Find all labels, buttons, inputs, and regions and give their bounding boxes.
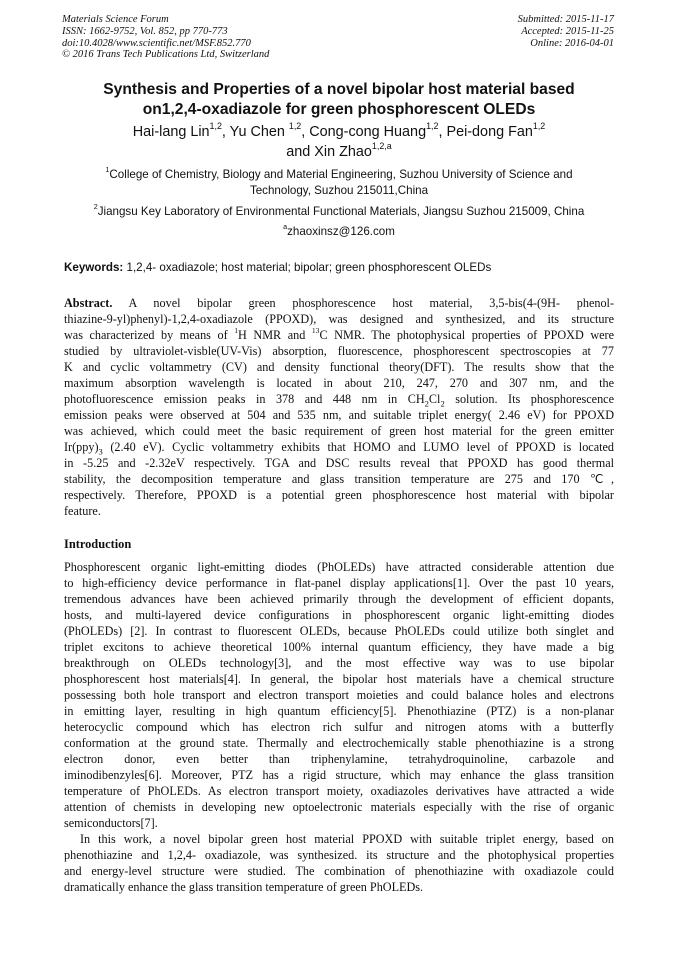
keywords-label: Keywords: xyxy=(64,261,124,274)
abstract-text: Cl xyxy=(428,392,441,406)
abstract-line xyxy=(64,439,614,455)
intro-line: dramatically enhance the glass transition temperature of green PhOLEDs. xyxy=(64,880,424,894)
accepted-date: Accepted: 2015-11-25 xyxy=(521,25,614,37)
intro-line: tremendous advances have been achieved primarily through the development of efficient dopants, xyxy=(64,592,614,606)
abstract-text: H NMR and xyxy=(238,328,312,342)
abstract-text: solution. Its phosphorescence xyxy=(444,392,614,406)
author-name: , Yu Chen xyxy=(221,124,289,140)
affiliation-mark: 1 xyxy=(105,165,110,175)
abstract-line xyxy=(64,295,614,311)
author-affiliation-mark: 1,2 xyxy=(426,120,439,131)
intro-line: electron donor, even better than triphenylamine, tetrahydroquinoline, carbazole and xyxy=(64,752,614,766)
author-affiliation-mark: 1,2 xyxy=(209,120,222,131)
intro-line: and energy-level structure were studied. The combination of phenothiazine with oxadiazole could xyxy=(64,864,614,878)
author-affiliation-mark: 1,2 xyxy=(532,120,546,131)
abstract-line: K and cyclic voltammetry (CV) and density functional theory(DFT). The results show that the xyxy=(64,360,614,374)
formula-subscript: 3 xyxy=(98,446,103,455)
abstract-line: maximum absorption wavelength is located in about 210, 247, 270 and 307 nm, and the xyxy=(64,376,614,390)
affiliation-1-line-1 xyxy=(40,167,638,183)
intro-line: in emitting layer, resulting in high quantum efficiency[5]. Phenothiazine (PTZ) is a non-planar xyxy=(64,704,614,718)
intro-line: triplet excitons to achieve theoretical 100% internal quantum efficiency, they have made a big xyxy=(64,640,614,654)
author-name: and Xin Zhao xyxy=(286,144,372,160)
abstract-line xyxy=(64,391,614,407)
formula-subscript: 2 xyxy=(440,398,445,407)
abstract-text: C NMR. The photophysical properties of PPOXD were xyxy=(319,328,614,342)
affiliation-1-line-2: Technology, Suzhou 215011,China xyxy=(249,184,429,197)
submitted-date: Submitted: 2015-11-17 xyxy=(517,14,614,25)
authors-line-1 xyxy=(40,122,638,142)
isotope-mark: 1 xyxy=(234,327,239,335)
intro-line: phenothiazine and 1,2,4- oxadiazole, was synthesized. its structure and the photophysical properties xyxy=(64,848,614,862)
intro-line: heterocyclic compound which has electron rich sulfur and nitrogen atoms with a butterfly xyxy=(64,720,614,734)
affiliation-mark: 2 xyxy=(93,202,98,212)
paper-title xyxy=(40,80,638,120)
intro-line: attention of chemists in developing new optoelectronic materials especially with the rise of organic xyxy=(64,800,614,814)
author-name: , Pei-dong Fan xyxy=(438,124,533,140)
affiliation-1 xyxy=(40,167,638,199)
issn-line: ISSN: 1662-9752, Vol. 852, pp 770-773 xyxy=(62,25,228,37)
abstract-line: respectively. Therefore, PPOXD is a potential green phosphorescence host material with bipolar xyxy=(64,488,614,502)
abstract-label: Abstract. xyxy=(64,296,113,310)
abstract-text: Ir(ppy) xyxy=(64,440,99,454)
intro-line: In this work, a novel bipolar green host material PPOXD with suitable triplet energy, based on xyxy=(80,832,614,846)
author-list xyxy=(40,122,638,162)
title-line-1: Synthesis and Properties of a novel bipolar host material based xyxy=(103,81,575,98)
author-affiliation-mark: 1,2,a xyxy=(371,140,392,151)
email-mark: a xyxy=(283,222,288,232)
email-line xyxy=(40,224,638,240)
abstract-text: (2.40 eV). Cyclic voltammetry exhibits that HOMO and LUMO level of PPOXD is located xyxy=(102,440,614,454)
abstract-line: was achieved, which could meet the basic requirement of green host material for the green emitter xyxy=(64,424,614,438)
corresponding-email xyxy=(40,224,638,240)
author-affiliation-mark: 1,2 xyxy=(288,120,302,131)
title-line-2: on1,2,4-oxadiazole for green phosphorescent OLEDs xyxy=(142,101,536,118)
keywords xyxy=(64,261,491,274)
online-date: Online: 2016-04-01 xyxy=(530,37,614,49)
affiliation-text: Jiangsu Key Laboratory of Environmental Functional Materials, Jiangsu Suzhou 215009, China xyxy=(97,205,585,218)
abstract-text: A novel bipolar green phosphorescence host material, 3,5-bis(4-(9H- phenol- xyxy=(112,296,614,310)
affiliation-2-line-1 xyxy=(40,204,638,220)
abstract-line: emission peaks were observed at 504 and 535 nm, and suitable triplet energy( 2.46 eV) for PPOXD xyxy=(64,408,614,422)
section-heading-introduction: Introduction xyxy=(64,537,132,551)
intro-line: temperature of PhOLEDs. As electron transport moiety, oxadiazoles derivatives have attracted a wide xyxy=(64,784,614,798)
email-address: zhaoxinsz@126.com xyxy=(287,225,395,238)
abstract-line: studied by ultraviolet-visble(UV-Vis) absorption, fluorescence, phosphorescent spectroscopies at 77 xyxy=(64,344,614,358)
intro-line: (PhOLEDs) [2]. In contrast to fluorescent OLEDs, because PhOLEDs could utilize both singlet and xyxy=(64,624,614,638)
abstract-text: was characterized by means of xyxy=(64,328,235,342)
intro-line: Phosphorescent organic light-emitting diodes (PhOLEDs) have attracted considerable attention due xyxy=(64,560,614,574)
doi-line: doi:10.4028/www.scientific.net/MSF.852.770 xyxy=(62,37,251,49)
introduction-body xyxy=(64,559,614,895)
intro-line: semiconductors[7]. xyxy=(64,816,158,830)
intro-line: conformation at the ground state. Thermally and electrochemically stable phenothiazine is a strong xyxy=(64,736,614,750)
intro-line: possessing both hole transport and electron transport moieties and could balance holes and electrons xyxy=(64,688,614,702)
intro-line: breakthrough on OLEDs technology[3], and the most effective way was to use bipolar xyxy=(64,656,614,670)
intro-line: to high-efficiency device performance in flat-panel display applications[1]. Over the past 10 years, xyxy=(64,576,614,590)
abstract-text: photofluorescence emission peaks in 378 and 448 nm in CH xyxy=(64,392,425,406)
intro-line: hosts, and multi-layered device configurations in phosphorescent organic light-emitting diodes xyxy=(64,608,614,622)
intro-line: iminodibenzyles[6]. Moreover, PTZ has a rigid structure, which may enhance the glass transition xyxy=(64,768,614,782)
affiliation-text: College of Chemistry, Biology and Material Engineering, Suzhou University of Science and xyxy=(109,168,573,181)
publication-dates xyxy=(518,14,614,49)
isotope-mark: 13 xyxy=(311,327,320,335)
abstract-line: stability, the decomposition temperature and glass transition temperature are 275 and 170 ℃, xyxy=(64,472,614,486)
author-name: Hai-lang Lin xyxy=(132,124,210,140)
authors-line-2 xyxy=(40,142,638,162)
journal-name: Materials Science Forum xyxy=(62,14,169,25)
copyright-line: © 2016 Trans Tech Publications Ltd, Switzerland xyxy=(62,49,270,61)
affiliation-2 xyxy=(40,204,638,220)
keywords-text: 1,2,4- oxadiazole; host material; bipolar; green phosphorescent OLEDs xyxy=(123,261,492,274)
author-name: , Cong-cong Huang xyxy=(301,124,427,140)
intro-line: phosphorescent host materials[4]. In general, the bipolar host materials have a chemical structure xyxy=(64,672,614,686)
abstract xyxy=(64,295,614,519)
abstract-line xyxy=(64,327,614,343)
abstract-line: feature. xyxy=(64,504,101,518)
journal-info xyxy=(62,14,269,61)
abstract-line: thiazine-9-yl)phenyl)-1,2,4-oxadiazole (PPOXD), was designed and synthesized, and its structure xyxy=(64,312,614,326)
abstract-line: in -5.25 and -2.32eV respectively. TGA and DSC results reveal that PPOXD has good thermal xyxy=(64,456,614,470)
formula-subscript: 2 xyxy=(424,398,429,407)
